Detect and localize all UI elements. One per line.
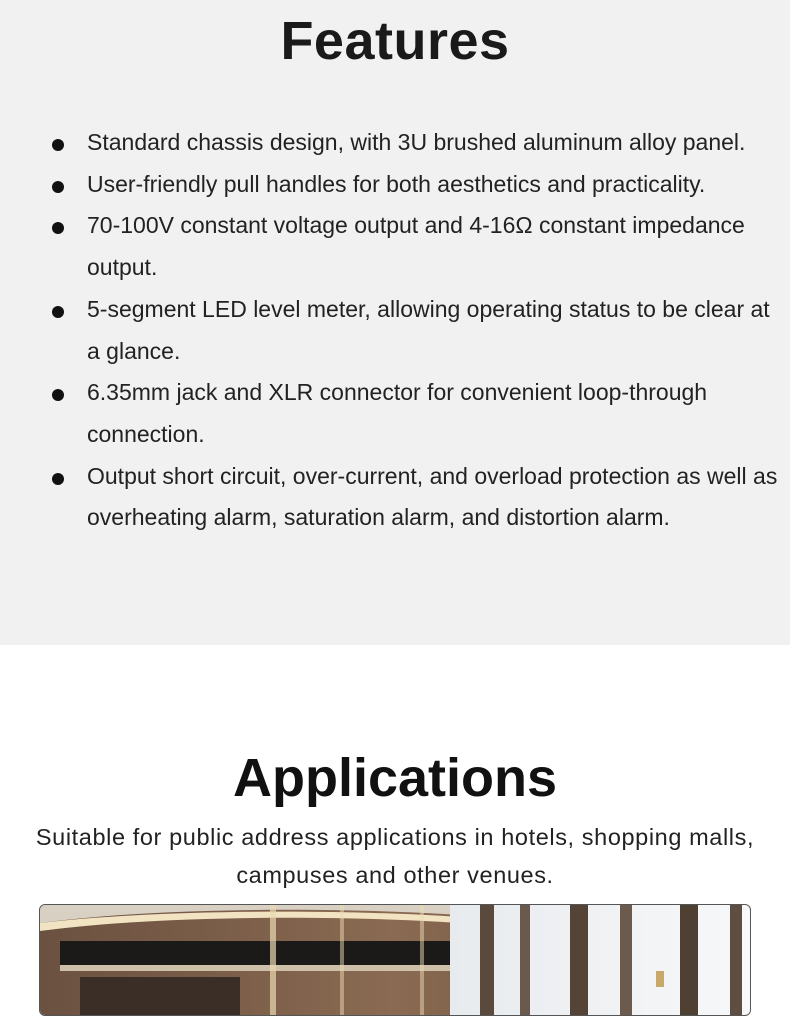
feature-list [48,122,778,539]
bullet-icon [52,389,64,401]
bullet-icon [52,181,64,193]
feature-text: User-friendly pull handles for both aesthetics and practicality. [87,170,706,197]
bullet-icon [52,222,64,234]
feature-item [48,205,778,288]
applications-title: Applications [232,748,558,808]
bullet-icon [52,139,64,151]
feature-text: 6.35mm jack and XLR connector for convenient loop-through connection. [87,379,708,447]
feature-text: 5-segment LED level meter, allowing operating status to be clear at a glance. [87,295,770,364]
bullet-icon [52,306,64,318]
feature-item [48,289,778,372]
feature-text: 70-100V constant voltage output and 4-16Ω constant impedance output. [87,212,745,281]
feature-item [48,164,778,206]
applications-description: Suitable for public address applications in hotels, shopping malls, campuses and other venues. [35,824,755,888]
feature-text: Output short circuit, over-current, and overload protection as well as overheating alarm, saturation alarm, and distortion alarm. [87,462,778,531]
venue-photo [39,904,751,1016]
feature-text: Standard chassis design, with 3U brushed aluminum alloy panel. [87,129,746,155]
bullet-icon [52,473,64,485]
feature-item [48,122,778,164]
feature-item [48,372,778,455]
feature-item [48,456,778,539]
hotel-lobby-image [40,905,750,1015]
features-title: Features [280,11,510,71]
